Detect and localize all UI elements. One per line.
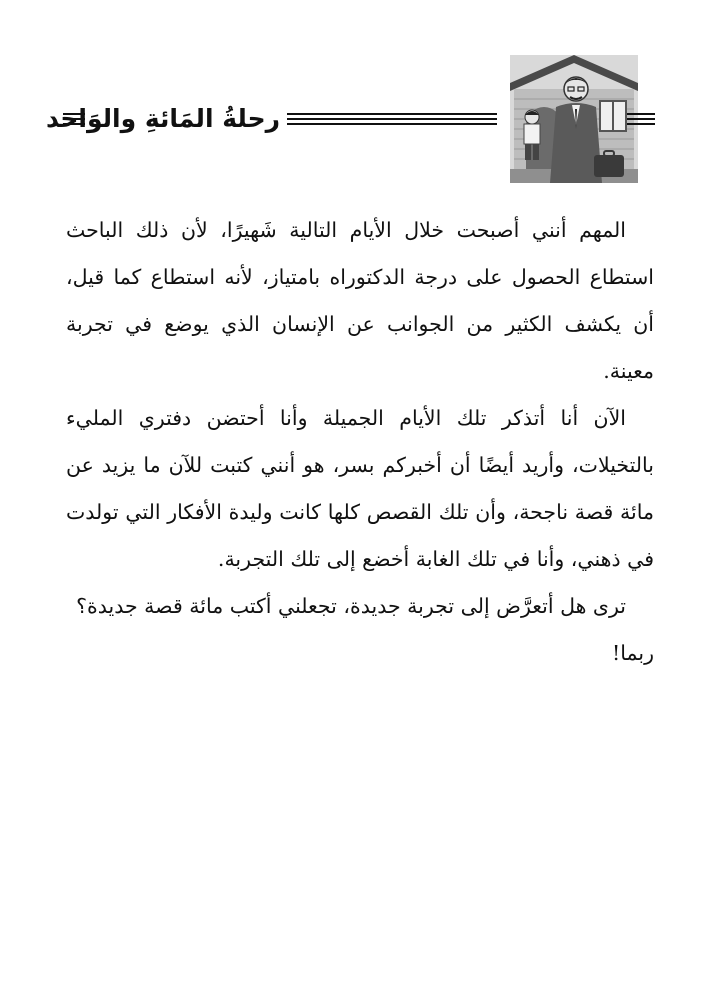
paragraph-2: الآن أنا أتذكر تلك الأيام الجميلة وأنا أحتضن دفتري المليء بالتخيلات، وأريد أيضًا أن أخبركم بسر، هو أنني كتبت للآن ما يزيد عن مائة قصة ناجحة، وأن تلك القصص كلها كانت وليدة الأفكار التي تولدت في ذهني، وأنا في تلك الغابة أخضع إلى تلك التجربة. — [66, 406, 654, 571]
chapter-title: رحلةُ المَائةِ والوَاحد — [45, 104, 280, 133]
man-with-child-and-house-illustration — [510, 55, 638, 183]
paragraph-1: المهم أنني أصبحت خلال الأيام التالية شَهيرًا، لأن ذلك الباحث استطاع الحصول على درجة الدكتوراه بامتياز، لأنه استطاع كما قيل، أن يكشف الكثير من الجوانب عن الإنسان الذي يوضع في تجربة معينة. — [66, 218, 654, 383]
paragraph-4: ربما! — [612, 641, 654, 665]
story-text — [66, 207, 654, 677]
decorative-rule-middle — [287, 113, 497, 125]
paragraph-3: ترى هل أتعرَّض إلى تجربة جديدة، تجعلني أكتب مائة قصة جديدة؟ — [76, 594, 626, 618]
decorative-rule-right — [627, 113, 655, 125]
page-header — [45, 55, 665, 185]
